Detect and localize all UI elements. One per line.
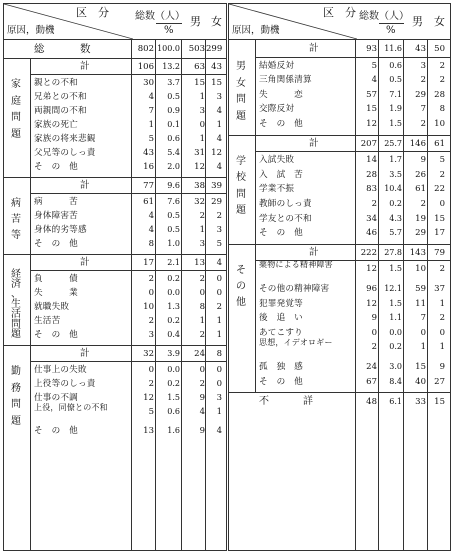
value-pct: 0.2 — [389, 199, 402, 208]
subtotal-label: 計 — [80, 257, 90, 268]
value-female: 0 — [439, 327, 445, 338]
value-total: 3 — [148, 330, 154, 340]
value-total: 4 — [371, 75, 377, 86]
row-label: 学友との不和 — [259, 213, 312, 224]
value-total: 83 — [366, 184, 377, 195]
value-male: 2 — [420, 199, 426, 209]
value-male: 9 — [199, 426, 205, 436]
value-total: 4 — [148, 225, 154, 235]
value-female: 12 — [211, 148, 222, 158]
value-pct: 9.6 — [167, 181, 180, 190]
value-female: 5 — [439, 155, 445, 166]
value-male: 1 — [199, 134, 205, 144]
category-label: 経 済 、 生 活 問 題 — [11, 269, 21, 340]
value-pct: 0.4 — [167, 330, 180, 339]
row-label: 身体的劣等感 — [34, 225, 87, 235]
section-divider — [4, 345, 226, 346]
section-divider — [229, 244, 450, 245]
value-male: 13 — [194, 258, 205, 268]
value-male: 7 — [420, 313, 426, 324]
value-pct: 5.7 — [389, 228, 402, 238]
row-label: そ の 他 — [34, 330, 78, 340]
value-male: 8 — [199, 302, 205, 312]
value-male: 32 — [194, 197, 205, 207]
row-label: 結婚反対 — [259, 60, 295, 71]
value-pct: 0.2 — [389, 342, 402, 352]
row-label: 三角関係清算 — [259, 75, 312, 86]
value-male: 15 — [415, 362, 426, 372]
category-label: そ の 他 — [236, 264, 246, 308]
row-label: 負 債 — [34, 274, 78, 284]
row-label: 父兄等のしっ責 — [34, 148, 96, 158]
value-male: 3 — [420, 60, 426, 71]
column-divider — [205, 40, 206, 550]
value-male: 0 — [199, 288, 205, 298]
value-female: 8 — [216, 349, 222, 359]
value-total: 222 — [360, 247, 377, 258]
value-male: 63 — [194, 62, 205, 72]
value-male: 15 — [194, 78, 205, 88]
value-total: 24 — [366, 362, 377, 372]
row-label: 失 恋 — [259, 89, 303, 100]
value-pct: 0.2 — [167, 379, 180, 388]
category-label: 学 校 問 題 — [236, 155, 246, 217]
value-male: 2 — [199, 379, 205, 389]
row-label: 後 追 い — [259, 313, 303, 324]
row-label: 孤 独 感 — [259, 362, 303, 372]
value-total: 9 — [371, 313, 377, 324]
value-pct: 10.4 — [384, 184, 402, 194]
value-pct: 0.1 — [167, 120, 180, 129]
value-female: 29 — [211, 197, 222, 207]
value-female: 28 — [434, 89, 445, 100]
value-male: 9 — [199, 393, 205, 403]
value-total: 2 — [371, 199, 377, 209]
value-female: 4 — [216, 134, 222, 144]
value-total: 5 — [148, 134, 154, 144]
value-female: 9 — [439, 362, 445, 372]
value-female: 0 — [216, 274, 222, 284]
header-kubun: 区 分 — [323, 6, 356, 19]
value-pct: 0.0 — [167, 365, 180, 374]
value-pct: 1.6 — [167, 426, 180, 435]
value-male: 40 — [415, 376, 426, 387]
left-table — [3, 3, 227, 551]
value-total: 4 — [148, 92, 154, 102]
row-label: あてこすり — [259, 327, 303, 338]
row-label: 薬物による精神障害 — [259, 260, 333, 270]
value-total: 17 — [143, 258, 154, 268]
row-label: その他の精神障害 — [259, 284, 330, 294]
row-label: そ の 他 — [259, 228, 303, 239]
row-label: 兄弟との不和 — [34, 92, 87, 102]
left-table-header — [4, 4, 226, 40]
subtotal-divider — [30, 193, 226, 194]
row-label: 教師のしっ責 — [259, 199, 312, 209]
value-female: 1 — [216, 120, 222, 130]
value-pct: 0.2 — [167, 316, 180, 325]
header-total-col: 総数（人） — [135, 11, 185, 22]
value-total: 1 — [148, 120, 154, 130]
value-female: 2 — [439, 75, 445, 86]
value-female: 22 — [434, 184, 445, 195]
left-table-body — [4, 40, 226, 550]
value-pct: 3.0 — [389, 362, 402, 371]
subtotal-label: 計 — [309, 246, 319, 258]
value-male: 29 — [415, 89, 426, 100]
value-pct: 1.0 — [167, 239, 180, 248]
value-total: 207 — [360, 138, 377, 149]
value-female: 299 — [206, 44, 223, 54]
value-female: 2 — [439, 169, 445, 180]
value-female: 2 — [439, 60, 445, 71]
value-male: 1 — [420, 342, 426, 353]
row-label: そ の 他 — [34, 162, 78, 172]
value-female: 10 — [434, 119, 445, 129]
value-pct: 100.0 — [157, 44, 180, 53]
header-total-col: 総数（人） — [359, 11, 409, 22]
value-female: 8 — [439, 104, 445, 115]
row-label: 生活苦 — [34, 316, 61, 326]
value-male: 2 — [420, 75, 426, 86]
value-pct: 11.6 — [384, 44, 402, 53]
row-label: 仕事上の失敗 — [34, 365, 87, 375]
column-divider — [403, 40, 404, 550]
header-pct-col: % — [164, 25, 174, 36]
row-label: 交際反対 — [259, 104, 295, 115]
value-total: 10 — [143, 302, 154, 312]
value-male: 2 — [199, 211, 205, 221]
row-label: 両親間の不和 — [34, 106, 87, 116]
value-total: 57 — [366, 89, 377, 100]
category-divider — [30, 58, 31, 550]
subtotal-label: 計 — [309, 43, 319, 54]
value-pct: 13.2 — [162, 62, 180, 71]
value-pct: 1.5 — [389, 298, 402, 308]
subtotal-divider — [30, 74, 226, 75]
category-label: 男 女 問 題 — [236, 61, 246, 122]
value-female: 15 — [434, 397, 445, 408]
column-divider — [155, 40, 156, 550]
header-gen-in: 原因，動機 — [232, 25, 280, 36]
value-female: 1 — [439, 298, 445, 309]
value-total: 30 — [143, 78, 154, 88]
value-female: 0 — [216, 288, 222, 298]
row-label: 家族の将来悲観 — [34, 134, 96, 144]
row-divider — [4, 58, 226, 59]
value-pct: 1.5 — [167, 393, 180, 402]
value-female: 1 — [216, 330, 222, 340]
subtotal-divider — [255, 151, 450, 152]
unknown-label: 不 詳 — [259, 396, 314, 408]
subtotal-divider — [255, 57, 450, 58]
value-male: 4 — [199, 407, 205, 417]
value-pct: 1.7 — [389, 155, 402, 165]
header-kubun: 区 分 — [76, 6, 109, 19]
value-male: 38 — [194, 181, 205, 191]
value-total: 96 — [366, 284, 377, 294]
value-female: 2 — [439, 264, 445, 275]
value-pct: 6.1 — [389, 397, 402, 407]
value-pct: 27.8 — [384, 247, 402, 257]
subtotal-label: 計 — [80, 61, 90, 72]
value-male: 0 — [420, 327, 426, 338]
value-female: 3 — [216, 225, 222, 235]
value-male: 1 — [199, 316, 205, 326]
row-label: そ の 他 — [34, 426, 78, 436]
value-total: 43 — [143, 148, 154, 158]
value-total: 67 — [366, 376, 377, 387]
value-total: 34 — [366, 213, 377, 224]
value-male: 1 — [199, 225, 205, 235]
value-pct: 0.5 — [167, 211, 180, 220]
value-pct: 12.1 — [384, 284, 402, 293]
value-pct: 0.5 — [167, 92, 180, 101]
value-male: 59 — [415, 284, 426, 294]
value-pct: 1.3 — [167, 302, 180, 311]
value-male: 2 — [199, 274, 205, 284]
value-total: 93 — [366, 44, 377, 54]
column-divider — [427, 40, 428, 550]
value-female: 4 — [216, 106, 222, 116]
row-label: 身体障害苦 — [34, 211, 78, 221]
value-male: 1 — [199, 92, 205, 102]
row-label: そ の 他 — [259, 119, 303, 129]
right-table-header — [229, 4, 450, 40]
value-male: 2 — [420, 119, 426, 129]
value-female: 5 — [216, 239, 222, 249]
subtotal-divider — [30, 270, 226, 271]
value-pct: 0.6 — [389, 60, 402, 70]
header-female-col: 女 — [434, 15, 445, 28]
value-female: 15 — [434, 213, 445, 224]
value-total: 28 — [366, 169, 377, 180]
value-pct: 3.5 — [389, 169, 402, 179]
value-female: 3 — [216, 393, 222, 403]
value-total: 14 — [366, 155, 377, 166]
value-total: 12 — [366, 264, 377, 275]
value-male: 11 — [415, 298, 426, 309]
row-label: 就職失敗 — [34, 302, 70, 312]
header-pct-col: % — [386, 25, 396, 36]
value-pct: 0.5 — [389, 75, 402, 85]
category-label: 勤 務 問 題 — [11, 366, 21, 427]
row-label: 学業不振 — [259, 184, 295, 195]
value-total: 16 — [143, 162, 154, 172]
value-pct: 0.9 — [167, 106, 180, 115]
value-total: 802 — [137, 44, 154, 54]
value-total: 0 — [148, 365, 154, 375]
subtotal-label: 計 — [309, 137, 319, 149]
value-male: 2 — [199, 330, 205, 340]
row-label: 家族の死亡 — [34, 120, 78, 130]
value-total: 2 — [371, 342, 377, 353]
category-label: 病 苦 等 — [11, 198, 21, 241]
value-male: 143 — [409, 247, 426, 258]
value-male: 43 — [415, 44, 426, 54]
value-male: 24 — [194, 349, 205, 359]
value-male: 0 — [199, 120, 205, 130]
value-pct: 1.1 — [389, 313, 402, 323]
value-female: 37 — [434, 284, 445, 294]
subtotal-label: 計 — [80, 180, 90, 191]
row-label: 親との不和 — [34, 78, 78, 88]
row-label: 病 苦 — [34, 197, 78, 207]
row-label: 犯罪発覚等 — [259, 298, 303, 309]
value-total: 0 — [148, 288, 154, 298]
row-label: そ の 他 — [259, 376, 303, 387]
header-male-col: 男 — [412, 15, 423, 28]
value-total: 8 — [148, 239, 154, 249]
value-total: 0 — [371, 327, 377, 338]
value-pct: 25.7 — [384, 138, 402, 148]
value-pct: 2.0 — [167, 162, 180, 171]
value-pct: 0.0 — [389, 327, 402, 337]
value-pct: 4.3 — [389, 213, 402, 223]
value-total: 106 — [137, 62, 154, 72]
row-label: 失 業 — [34, 288, 78, 298]
value-female: 39 — [211, 181, 222, 191]
value-pct: 3.9 — [167, 349, 180, 358]
value-female: 0 — [216, 379, 222, 389]
value-female: 3 — [216, 92, 222, 102]
value-female: 2 — [216, 211, 222, 221]
value-female: 15 — [211, 78, 222, 88]
value-pct: 2.1 — [167, 258, 180, 267]
value-male: 31 — [194, 148, 205, 158]
value-pct: 0.6 — [167, 407, 180, 416]
column-divider — [181, 40, 182, 550]
right-table-body — [229, 40, 450, 550]
value-male: 61 — [415, 184, 426, 195]
header-male-col: 男 — [190, 15, 201, 28]
subtotal-label: 計 — [80, 348, 90, 359]
section-divider — [4, 177, 226, 178]
value-female: 2 — [216, 302, 222, 312]
value-pct: 3.7 — [167, 78, 180, 87]
value-male: 3 — [199, 239, 205, 249]
value-total: 12 — [366, 119, 377, 129]
row-label: 上役等のしっ責 — [34, 379, 96, 389]
value-male: 19 — [415, 213, 426, 224]
value-male: 33 — [415, 397, 426, 408]
value-female: 1 — [216, 316, 222, 326]
section-divider — [229, 135, 450, 136]
value-total: 4 — [148, 211, 154, 221]
subtotal-divider — [30, 361, 226, 362]
grand-total-label: 総 数 — [34, 43, 92, 55]
value-pct: 0.5 — [167, 225, 180, 234]
value-total: 2 — [148, 379, 154, 389]
value-pct: 7.6 — [167, 197, 180, 206]
section-divider — [4, 254, 226, 255]
value-total: 2 — [148, 274, 154, 284]
value-male: 503 — [188, 44, 205, 54]
value-total: 13 — [143, 426, 154, 436]
section-divider — [229, 392, 450, 393]
row-label: そ の 他 — [34, 239, 78, 249]
value-pct: 0.0 — [167, 288, 180, 297]
value-total: 32 — [143, 349, 154, 359]
value-pct: 1.9 — [389, 104, 402, 114]
value-female: 4 — [216, 162, 222, 172]
value-female: 61 — [434, 138, 445, 149]
value-male: 26 — [415, 169, 426, 180]
row-label: 入 試 苦 — [259, 169, 303, 180]
value-total: 12 — [143, 393, 154, 403]
value-female: 1 — [439, 342, 445, 353]
row-label: 入試失敗 — [259, 155, 295, 166]
value-total: 77 — [143, 181, 154, 191]
value-pct: 1.5 — [389, 264, 402, 274]
value-pct: 1.5 — [389, 119, 402, 128]
value-total: 5 — [148, 407, 154, 417]
category-label: 家 庭 問 題 — [11, 79, 21, 140]
value-male: 146 — [409, 138, 426, 149]
column-divider — [131, 40, 132, 550]
value-pct: 7.1 — [389, 89, 402, 99]
value-female: 50 — [434, 44, 445, 54]
value-female: 4 — [216, 426, 222, 436]
header-female-col: 女 — [211, 15, 222, 28]
row-label: 上役，同僚との不和 — [34, 403, 108, 412]
value-total: 7 — [148, 106, 154, 116]
value-male: 29 — [415, 228, 426, 239]
value-male: 10 — [415, 264, 426, 275]
value-total: 12 — [366, 298, 377, 309]
value-pct: 0.6 — [167, 134, 180, 143]
value-male: 3 — [199, 106, 205, 116]
value-female: 2 — [439, 313, 445, 324]
header-gen-in: 原因，動機 — [7, 25, 55, 36]
column-divider — [378, 40, 379, 550]
value-female: 79 — [434, 247, 445, 258]
value-pct: 8.4 — [389, 376, 402, 386]
column-divider — [355, 40, 356, 550]
value-pct: 5.4 — [167, 148, 180, 157]
value-male: 0 — [199, 365, 205, 375]
value-female: 0 — [216, 365, 222, 375]
value-total: 48 — [366, 397, 377, 408]
value-female: 17 — [434, 228, 445, 239]
value-total: 5 — [371, 60, 377, 71]
value-male: 9 — [420, 155, 426, 166]
value-male: 7 — [420, 104, 426, 115]
value-total: 2 — [148, 316, 154, 326]
value-pct: 0.2 — [167, 274, 180, 283]
value-female: 43 — [211, 62, 222, 72]
category-divider — [255, 40, 256, 392]
value-total: 61 — [143, 197, 154, 207]
value-total: 15 — [366, 104, 377, 115]
value-female: 4 — [216, 258, 222, 268]
value-male: 12 — [194, 162, 205, 172]
right-table — [228, 3, 451, 551]
value-total: 46 — [366, 228, 377, 239]
value-female: 0 — [439, 199, 445, 209]
row-label: 仕事の不調 — [34, 393, 78, 403]
row-label: 思想，イデオロギー — [259, 338, 333, 348]
value-female: 1 — [216, 407, 222, 417]
value-female: 27 — [434, 376, 445, 387]
